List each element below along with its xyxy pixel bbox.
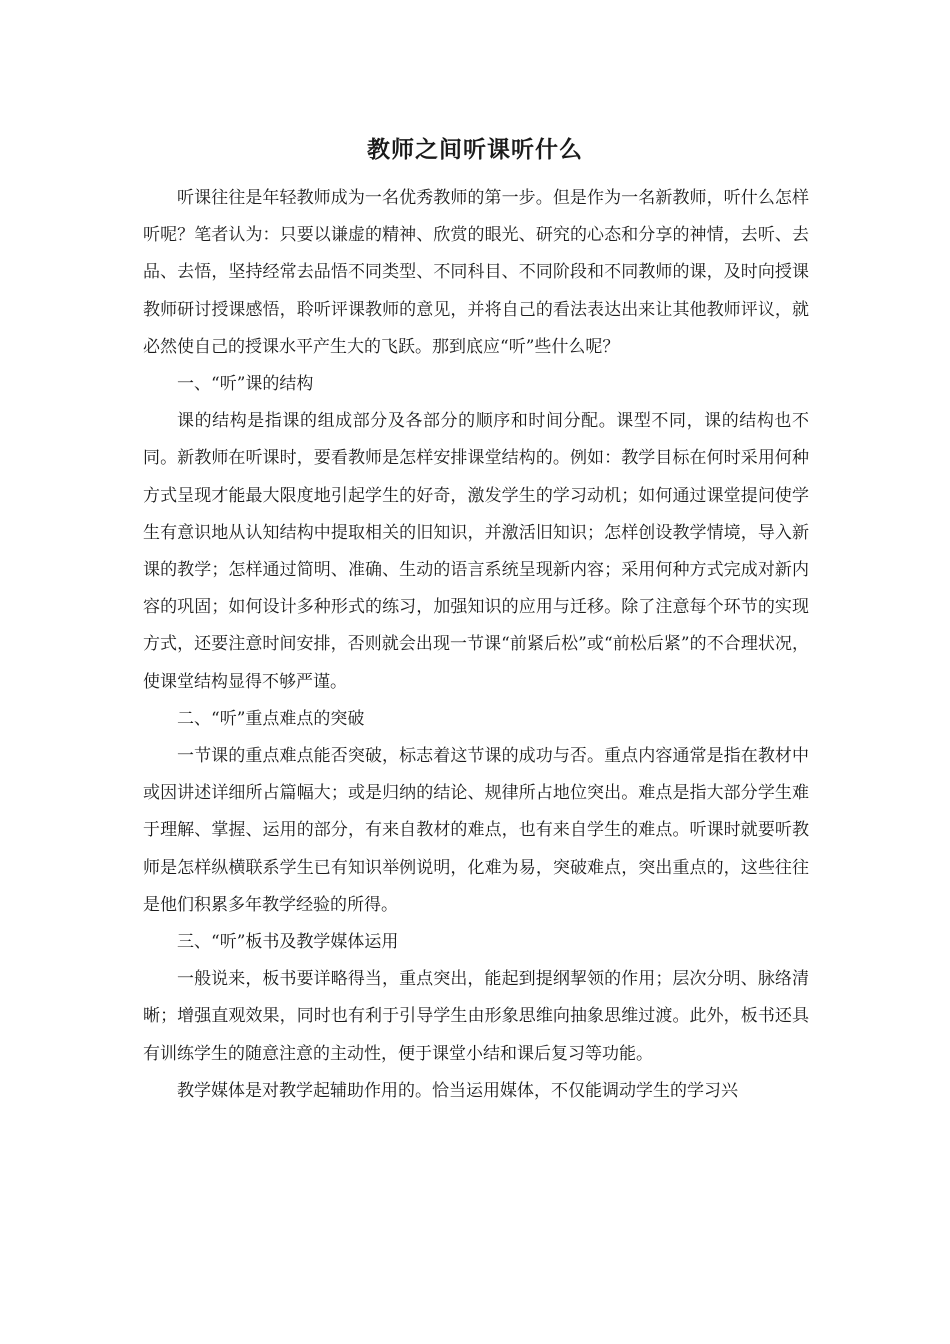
document-body [143,180,809,1110]
section-heading-blackboard: 三、“听”板书及教学媒体运用 [177,932,399,953]
media-paragraph: 教学媒体是对教学起辅助作用的。恰当运用媒体，不仅能调动学生的学习兴 [177,1080,738,1101]
key-points-paragraph: 一节课的重点难点能否突破，标志着这节课的成功与否。重点内容通常是指在教材中或因讲述详细所占篇幅大；或是归纳的结论、规律所占地位突出。难点是指大部分学生难于理解、掌握、运用的部分，有来自教材的难点，也有来自学生的难点。听课时就要听教师是怎样纵横联系学生已有知识举例说明，化难为易，突破难点，突出重点的，这些往往是他们积累多年教学经验的所得。 [143,746,809,915]
blackboard-paragraph: 一般说来，板书要详略得当，重点突出，能起到提纲挈领的作用；层次分明、脉络清晰；增强直观效果，同时也有利于引导学生由形象思维向抽象思维过渡。此外，板书还具有训练学生的随意注意的主动性，便于课堂小结和课后复习等功能。 [143,969,809,1064]
document-title: 教师之间听课听什么 [367,136,583,163]
intro-paragraph: 听课往往是年轻教师成为一名优秀教师的第一步。但是作为一名新教师，听什么怎样听呢？笔者认为：只要以谦虚的精神、欣赏的眼光、研究的心态和分享的神情，去听、去品、去悟，坚持经常去品悟不同类型、不同科目、不同阶段和不同教师的课，及时向授课教师研讨授课感悟，聆听评课教师的意见，并将自己的看法表达出来让其他教师评议，就必然使自己的授课水平产生大的飞跃。那到底应“听”些什么呢？ [143,188,809,357]
section-heading-key-points: 二、“听”重点难点的突破 [177,708,365,729]
structure-paragraph: 课的结构是指课的组成部分及各部分的顺序和时间分配。课型不同，课的结构也不同。新教师在听课时，要看教师是怎样安排课堂结构的。例如：教学目标在何时采用何种方式呈现才能最大限度地引起学生的好奇，激发学生的学习动机；如何通过课堂提问使学生有意识地从认知结构中提取相关的旧知识，并激活旧知识；怎样创设教学情境，导入新课的教学；怎样通过简明、准确、生动的语言系统呈现新内容；采用何种方式完成对新内容的巩固；如何设计多种形式的练习，加强知识的应用与迁移。除了注意每个环节的实现方式，还要注意时间安排，否则就会出现一节课“前紧后松”或“前松后紧”的不合理状况，使课堂结构显得不够严谨。 [143,411,809,692]
section-heading-structure: 一、“听”课的结构 [177,374,314,395]
